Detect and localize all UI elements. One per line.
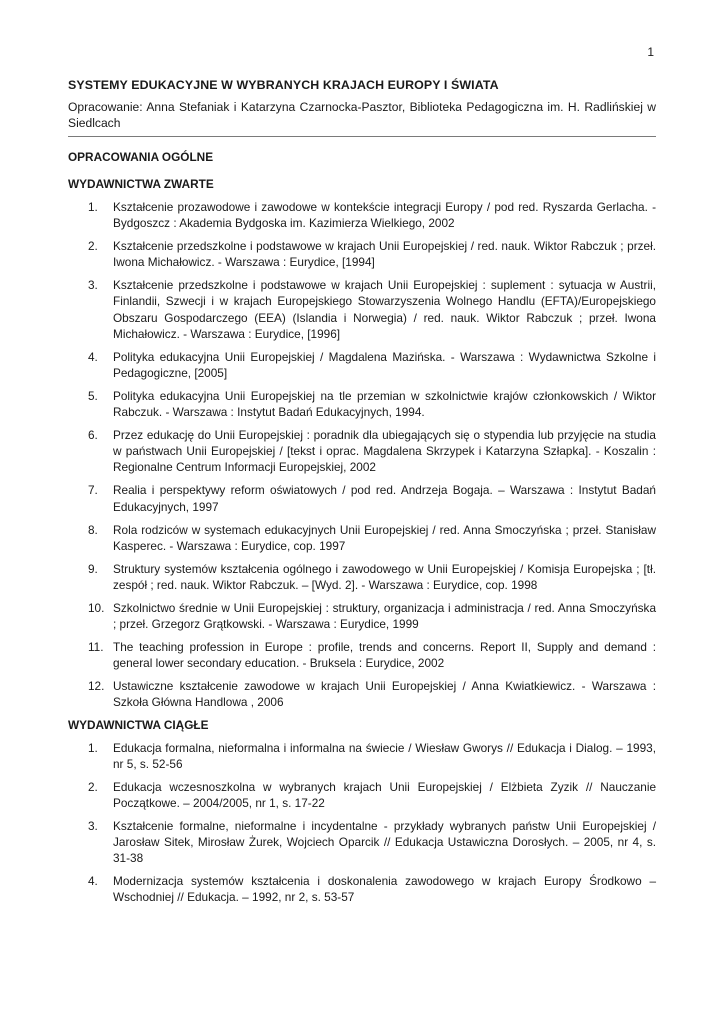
list-item [68, 561, 656, 593]
item-text: Ustawiczne kształcenie zawodowe w krajach Unii Europejskiej / Anna Kwiatkiewicz. - Warszawa : Szkoła Główna Handlowa , 2006 [113, 679, 656, 710]
item-text: Szkolnictwo średnie w Unii Europejskiej : struktury, organizacja i administracja / red. Anna Smoczyńska ; przeł. Grzegorz Grątkowski. - Warszawa : Eurydice, 1999 [113, 600, 656, 632]
item-text: Kształcenie formalne, nieformalne i incydentalne - przykłady wybranych państw Unii Europejskiej / Jarosław Sitek, Mirosław Żurek, Wojciech Oparcik // Edukacja Ustawiczna Dorosłych. – 2005, nr 4, s. 31-38 [113, 818, 656, 866]
item-number: 4. [88, 349, 98, 364]
item-text: The teaching profession in Europe : profile, trends and concerns. Report II, Supply and demand : general lower secondary education. - Bruksela : Eurydice, 2002 [113, 640, 656, 671]
item-text: Edukacja wczesnoszkolna w wybranych krajach Unii Europejskiej / Elżbieta Zyzik // Nauczanie Początkowe. – 2004/2005, nr 1, s. 17-22 [113, 779, 656, 810]
item-number: 8. [88, 522, 98, 537]
item-number: 10. [88, 600, 105, 615]
item-number: 7. [88, 483, 98, 498]
item-number: 5. [88, 388, 98, 403]
item-text: Kształcenie prozawodowe i zawodowe w kontekście integracji Europy / pod red. Ryszarda Gerlacha. - Bydgoszcz : Akademia Bydgoska im. Kazimierza Wielkiego, 2002 [113, 200, 656, 231]
item-text: Kształcenie przedszkolne i podstawowe w krajach Unii Europejskiej : suplement : sytuacja w Austrii, Finlandii, Szwecji i w krajach Europejskiego Stowarzyszenia Wolnego Handlu (EFTA)/Europejskiego Obszaru Gospodarczego (EEA) (Islandia i Norwegia) / red. nauk. Wiktor Rabczuk ; przeł. Iwona Michałowicz. - Warszawa : Eurydice, [1996] [113, 278, 656, 341]
prepared-by: Opracowanie: Anna Stefaniak i Katarzyna Czarnocka-Pasztor, Biblioteka Pedagogiczna im. H. Radlińskiej w Siedlcach [68, 100, 656, 137]
periodicals-list [68, 740, 656, 906]
list-item [68, 349, 656, 381]
section-heading: OPRACOWANIA OGÓLNE [68, 150, 214, 164]
list-item [68, 482, 656, 514]
item-number: 2. [88, 239, 98, 254]
item-number: 2. [88, 779, 98, 794]
item-number: 4. [88, 874, 98, 889]
item-text: Kształcenie przedszkolne i podstawowe w krajach Unii Europejskiej / red. nauk. Wiktor Rabczuk ; przeł. Iwona Michałowicz. - Warszawa : Eurydice, [1994] [113, 239, 656, 270]
item-number: 3. [88, 818, 98, 833]
list-item [68, 873, 656, 905]
list-item [68, 388, 656, 420]
item-number: 6. [88, 428, 98, 443]
item-number: 11. [88, 640, 104, 655]
page-number: 1 [647, 45, 654, 59]
list-item [68, 600, 656, 632]
item-text: Struktury systemów kształcenia ogólnego i zawodowego w Unii Europejskiej / Komisja Europejska ; [tł. zespół ; red. nauk. Wiktor Rabczuk. – [Wyd. 2]. - Warszawa : Eurydice, cop. 1998 [113, 561, 656, 592]
item-text: Rola rodziców w systemach edukacyjnych Unii Europejskiej / red. Anna Smoczyńska ; przeł. Stanisław Kasperec. - Warszawa : Eurydice, cop. 1997 [113, 522, 656, 553]
list-item [68, 639, 656, 671]
list-item [68, 678, 656, 710]
item-number: 12. [88, 679, 105, 694]
item-number: 1. [88, 200, 98, 214]
list-item [68, 779, 656, 811]
books-heading: WYDAWNICTWA ZWARTE [68, 177, 214, 191]
item-text: Modernizacja systemów kształcenia i doskonalenia zawodowego w krajach Europy Środkowo – Wschodniej // Edukacja. – 1992, nr 2, s. 53-57 [113, 874, 656, 905]
list-item [68, 818, 656, 866]
item-number: 3. [88, 278, 98, 293]
document-body [68, 78, 656, 912]
list-item [68, 277, 656, 341]
list-item [68, 238, 656, 270]
item-number: 9. [88, 561, 98, 576]
item-text: Polityka edukacyjna Unii Europejskiej / Magdalena Mazińska. - Warszawa : Wydawnictwa Szkolne i Pedagogiczne, [2005] [113, 349, 656, 380]
item-text: Realia i perspektywy reform oświatowych / pod red. Andrzeja Bogaja. – Warszawa : Instytut Badań Edukacyjnych, 1997 [113, 483, 656, 514]
list-item [68, 427, 656, 475]
item-number: 1. [88, 740, 98, 755]
item-text: Przez edukację do Unii Europejskiej : poradnik dla ubiegających się o stypendia lub przyjęcie na studia w państwach Unii Europejskiej / [tekst i oprac. Magdalena Skrzypek i Katarzyna Szłapka]. - Koszalin : Regionalne Centrum Informacji Europejskiej, 2002 [113, 428, 656, 475]
periodicals-heading: WYDAWNICTWA CIĄGŁE [68, 717, 209, 732]
list-item [68, 522, 656, 554]
item-text: Polityka edukacyjna Unii Europejskiej na tle przemian w szkolnictwie krajów członkowskich / Wiktor Rabczuk. - Warszawa : Instytut Badań Edukacyjnych, 1994. [113, 388, 656, 420]
list-item [68, 199, 656, 231]
books-list [68, 199, 656, 711]
item-text: Edukacja formalna, nieformalna i informalna na świecie / Wiesław Gworys // Edukacja i Dialog. – 1993, nr 5, s. 52-56 [113, 740, 656, 771]
document-title: SYSTEMY EDUKACYJNE W WYBRANYCH KRAJACH EUROPY I ŚWIATA [68, 78, 499, 92]
list-item [68, 740, 656, 772]
